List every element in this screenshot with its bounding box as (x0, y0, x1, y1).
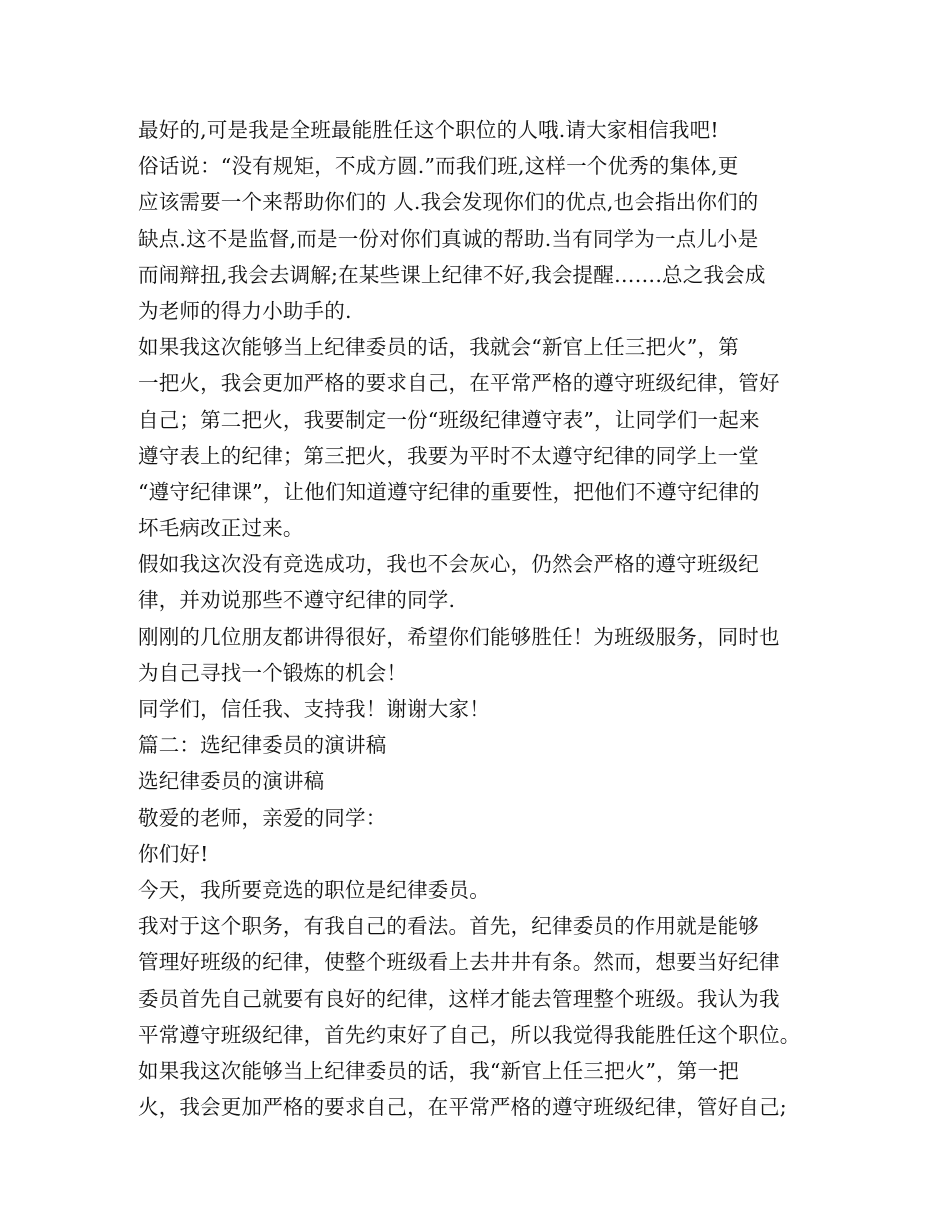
text-line: 你们好! (138, 841, 209, 866)
text-line: 平常遵守班级纪律，首先约束好了自己，所以我觉得我能胜任这个职位。 (138, 1022, 801, 1047)
text-line: 委员首先自己就要有良好的纪律，这样才能去管理整个班级。我认为我 (138, 986, 780, 1011)
text-line: 同学们，信任我、支持我！谢谢大家！ (138, 697, 490, 721)
text-line: 俗话说：“没有规矩，不成方圆.”而我们班,这样一个优秀的集体,更 (138, 154, 739, 179)
text-line: 火，我会更加严格的要求自己，在平常严格的遵守班级纪律，管好自己; (138, 1095, 787, 1120)
text-line: 而闹辩扭,我会去调解;在某些课上纪律不好,我会提醒…….总之我会成 (138, 262, 766, 287)
text-line: 假如我这次没有竞选成功，我也不会灰心，仍然会严格的遵守班级纪 (138, 552, 759, 577)
text-line: 坏毛病改正过来。 (138, 516, 304, 541)
text-line: “遵守纪律课”，让他们知道遵守纪律的重要性，把他们不遵守纪律的 (138, 479, 760, 504)
text-line: 管理好班级的纪律，使整个班级看上去井井有条。然而，想要当好纪律 (138, 950, 780, 975)
text-line: 如果我这次能够当上纪律委员的话，我“新官上任三把火”，第一把 (138, 1058, 739, 1083)
text-line: 应该需要一个来帮助你们的 人.我会发现你们的优点,也会指出你们的 (138, 190, 759, 215)
text-line: 最好的,可是我是全班最能胜任这个职位的人哦.请大家相信我吧! (138, 118, 719, 142)
text-line: 敬爱的老师，亲爱的同学： (138, 805, 387, 830)
text-line: 如果我这次能够当上纪律委员的话，我就会“新官上任三把火”，第 (138, 335, 739, 360)
text-line: 今天，我所要竞选的职位是纪律委员。 (138, 877, 490, 902)
text-line: 律，并劝说那些不遵守纪律的同学. (138, 588, 456, 613)
text-line: 为自己寻找一个锻炼的机会！ (138, 660, 408, 685)
text-line: 遵守表上的纪律；第三把火，我要为平时不太遵守纪律的同学上一堂 (138, 443, 759, 468)
text-line: 自己；第二把火，我要制定一份“班级纪律遵守表”，让同学们一起来 (138, 407, 760, 432)
document-body (138, 112, 818, 1125)
text-line: 刚刚的几位朋友都讲得很好，希望你们能够胜任！为班级服务，同时也 (138, 624, 780, 649)
text-line: 一把火，我会更加严格的要求自己，在平常严格的遵守班级纪律，管好 (138, 371, 780, 396)
text-line: 缺点.这不是监督,而是一份对你们真诚的帮助.当有同学为一点儿小是 (138, 226, 759, 251)
text-line: 为老师的得力小助手的. (138, 298, 352, 323)
text-line: 我对于这个职务，有我自己的看法。首先，纪律委员的作用就是能够 (138, 914, 759, 939)
section-heading: 篇二：选纪律委员的演讲稿 (138, 733, 387, 758)
text-line: 选纪律委员的演讲稿 (138, 769, 325, 794)
